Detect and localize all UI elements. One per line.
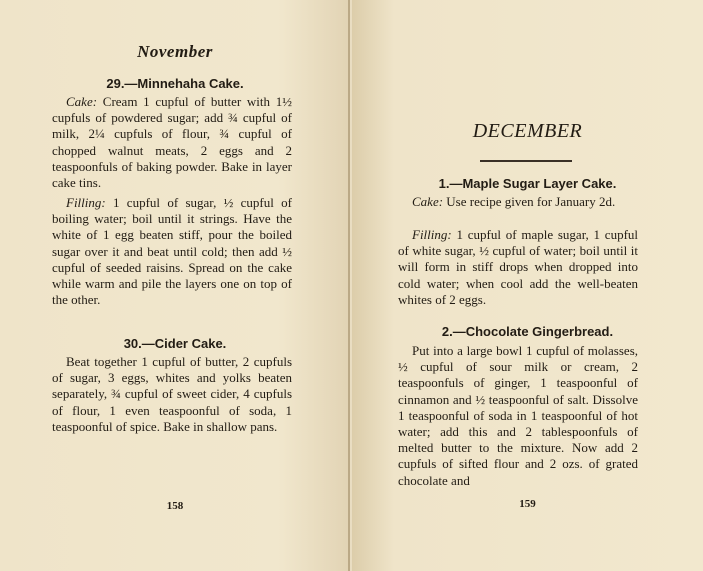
page-number-left: 158 (166, 500, 184, 512)
cake-instructions: Use recipe given for January 2d. (446, 194, 616, 209)
recipe-paragraph-filling (398, 227, 638, 308)
month-heading-november: November (137, 42, 213, 61)
month-heading-december: DECEMBER (472, 120, 583, 142)
heading-rule (480, 160, 572, 162)
recipe-title-chocolate-gingerbread: 2.—Chocolate Gingerbread. (441, 324, 614, 339)
filling-instructions: 1 cupful of maple sugar, 1 cupful of white sugar, ½ cupful of water; boil until it will form in stiff drops when dropped into cold water; when cool add the well-beaten whites of 2 eggs. (398, 227, 639, 307)
page-number-right: 159 (519, 498, 536, 510)
filling-label: Filling: (66, 195, 106, 210)
recipe-title-cider-cake: 30.—Cider Cake. (123, 336, 227, 351)
cake-label: Cake: (412, 194, 444, 209)
chocolate-gingerbread-instructions: Put into a large bowl 1 cupful of molasses, ½ cupful of sour milk or cream, 2 teaspoonfuls of ginger, 1 teaspoonful of cinnamon and ½ teaspoonful of salt. Dissolve 1 teaspoonful of soda in 1 teaspoonful of hot water; add this and 2 tablespoonfuls of melted butter to the mixture. Now add 2 cupfuls of sifted flour and 2 ozs. of grated chocolate and (398, 343, 638, 488)
cider-cake-instructions: Beat together 1 cupful of butter, 2 cupfuls of sugar, 3 eggs, whites and yolks beaten separately, ¾ cupful of sweet cider, 4 cupfuls of flour, 1 even teaspoonful of soda, 1 teaspoonful of spice. Bake in shallow pans. (52, 354, 292, 434)
recipe-title-maple-sugar-layer-cake: 1.—Maple Sugar Layer Cake. (438, 176, 617, 191)
filling-label: Filling: (412, 227, 452, 242)
left-page (0, 0, 350, 571)
cake-label: Cake: (66, 94, 98, 109)
right-page (352, 0, 703, 571)
recipe-title-minnehaha-cake: 29.—Minnehaha Cake. (106, 76, 244, 91)
recipe-paragraph-cake (52, 94, 292, 191)
recipe-paragraph-cake (398, 194, 638, 210)
recipe-paragraph-filling (52, 195, 292, 308)
filling-instructions: 1 cupful of sugar, ½ cupful of boiling water; boil until it strings. Have the white of 1 egg beaten stiff, pour the boiled sugar over it and beat until cold; then add ½ cupful of seeded raisins. Spread on the cake while warm and pile the layers one on top of the other. (52, 195, 293, 308)
cake-instructions: Cream 1 cupful of butter with 1½ cupfuls of powdered sugar; add ¾ cupful of milk, 2¼ cupfuls of flour, ¾ cupful of chopped walnut meats, 2 eggs and 2 teaspoonfuls of baking powder. Bake in layer cake tins. (52, 94, 292, 191)
